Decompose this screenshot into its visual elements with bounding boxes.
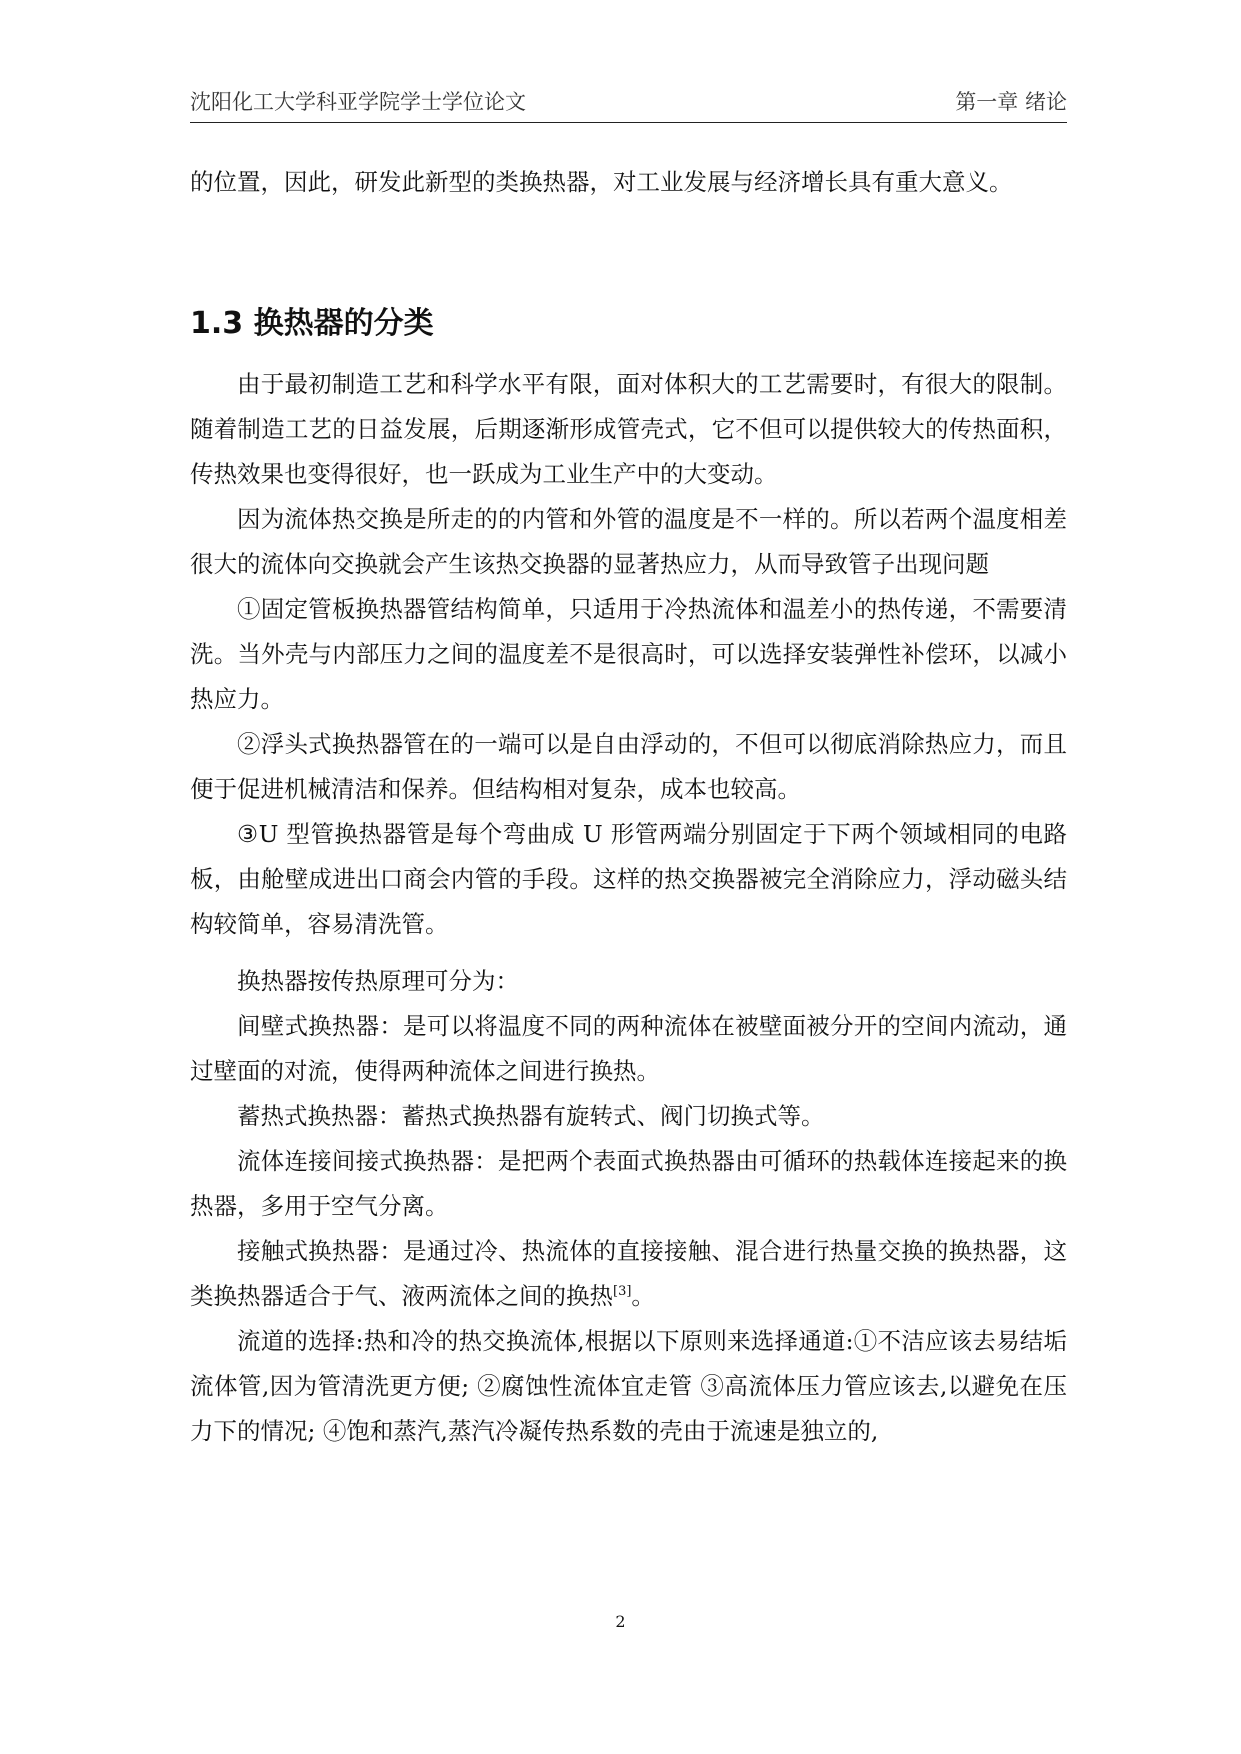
paragraph: 流道的选择:热和冷的热交换流体,根据以下原则来选择通道:①不洁应该去易结垢流体管,因为管清洗更方便; ②腐蚀性流体宜走管 ③高流体压力管应该去,以避免在压力下的情况; ④饱和蒸汽,蒸汽冷凝传热系数的壳由于流速是独立的, [190, 1327, 1067, 1445]
paragraph: ②浮头式换热器管在的一端可以是自由浮动的，不但可以彻底消除热应力，而且便于促进机械清洁和保养。但结构相对复杂，成本也较高。 [190, 730, 1067, 803]
page-body [190, 160, 1067, 205]
paragraph: 间壁式换热器：是可以将温度不同的两种流体在被壁面被分开的空间内流动，通过壁面的对流，使得两种流体之间进行换热。 [190, 1012, 1067, 1085]
paragraph-end: 。 [631, 1282, 655, 1310]
continued-paragraph: 的位置，因此，研发此新型的类换热器，对工业发展与经济增长具有重大意义。 [190, 168, 1013, 196]
paragraph: 因为流体热交换是所走的的内管和外管的温度是不一样的。所以若两个温度相差很大的流体向交换就会产生该热交换器的显著热应力，从而导致管子出现问题 [190, 505, 1067, 578]
section-body [190, 362, 1067, 1454]
paragraph-text: 接触式换热器：是通过冷、热流体的直接接触、混合进行热量交换的换热器，这类换热器适合于气、液两流体之间的换热 [190, 1237, 1067, 1310]
paragraph: ③U 型管换热器管是每个弯曲成 U 形管两端分别固定于下两个领域相同的电路板，由舱壁成进出口商会内管的手段。这样的热交换器被完全消除应力，浮动磁头结构较简单，容易清洗管。 [190, 820, 1067, 938]
citation-ref: [3] [613, 1284, 632, 1300]
paragraph-with-citation [190, 1229, 1067, 1319]
page-header [190, 88, 1067, 123]
page-number: 2 [615, 1612, 626, 1631]
paragraph: ①固定管板换热器管结构简单，只适用于冷热流体和温差小的热传递，不需要清洗。当外壳与内部压力之间的温度差不是很高时，可以选择安装弹性补偿环，以减小热应力。 [190, 595, 1067, 713]
header-thesis-title: 沈阳化工大学科亚学院学士学位论文 [190, 90, 526, 114]
paragraph: 换热器按传热原理可分为： [237, 967, 519, 995]
section-heading: 1.3 换热器的分类 [190, 306, 434, 341]
paragraph: 由于最初制造工艺和科学水平有限，面对体积大的工艺需要时，有很大的限制。随着制造工艺的日益发展，后期逐渐形成管壳式，它不但可以提供较大的传热面积，传热效果也变得很好，也一跃成为工业生产中的大变动。 [190, 370, 1067, 488]
paragraph: 流体连接间接式换热器：是把两个表面式换热器由可循环的热载体连接起来的换热器，多用于空气分离。 [190, 1147, 1067, 1220]
paragraph: 蓄热式换热器：蓄热式换热器有旋转式、阀门切换式等。 [237, 1102, 825, 1130]
header-chapter: 第一章 绪论 [955, 90, 1067, 114]
